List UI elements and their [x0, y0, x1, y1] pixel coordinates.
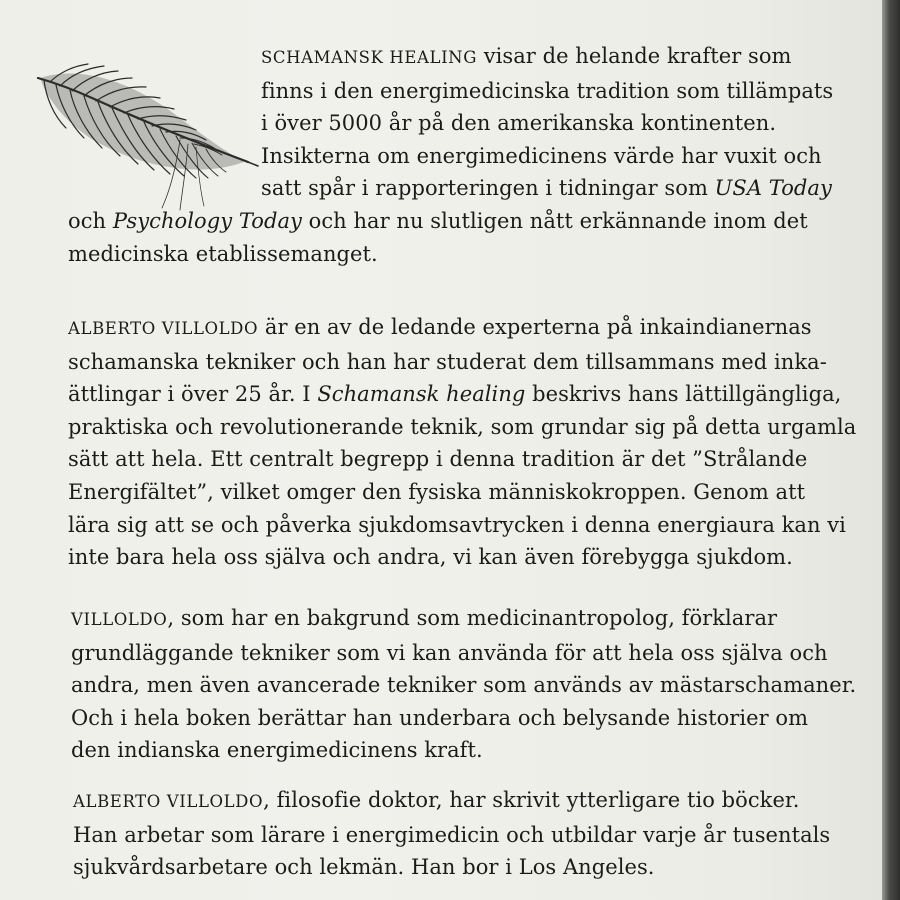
paragraph-author-bio: ALBERTO VILLOLDO, filosofie doktor, har skrivit ytterligare tio böcker. Han arbetar som lärare i energimedicin och utbildar varje år tusentals sjukvårdsarbetare och lekmän. Han bor i Los Angeles. [73, 788, 831, 880]
book-spine-edge [882, 0, 900, 900]
book-title-lead: SCHAMANSK HEALING [261, 48, 477, 67]
feather-icon [30, 58, 260, 218]
author-name-lead-bio: ALBERTO VILLOLDO [73, 792, 264, 811]
paragraph-book-intro: SCHAMANSK HEALING visar de helande krafter som finns i den energimedicinska tradition som tillämpats i över 5000 år på den amerikanska kontinenten. Insikterna om energimedicinens värde har vuxit och satt spår i rapporteringen i tidningar som USA Today och Psychology Today och har nu slutligen nått erkännande inom det medicinska etablissemanget. [68, 44, 834, 266]
paragraph-techniques: VILLOLDO, som har en bakgrund som medicinantropolog, förklarar grundläggande tekniker som vi kan använda för att hela oss själva och andra, men även avancerade tekniker som används av mästarschamaner. Och i hela boken berättar han underbara och belysande historier om den indianska energimedicinens kraft. [71, 606, 857, 763]
paragraph-author-expertise: ALBERTO VILLOLDO är en av de ledande experterna på inkaindianernas schamanska tekniker och han har studerat dem tillsammans med inka- ättlingar i över 25 år. I Schamansk healing beskrivs hans lättillgängliga, praktiska och revolutionerande teknik, som grundar sig på detta urgamla sätt att hela. Ett centralt begrepp i denna tradition är det ”Strålande Energifältet”, vilket omger den fysiska människokroppen. Genom att lära sig att se och påverka sjukdomsavtrycken i denna energiaura kan vi inte bara hela oss själva och andra, vi kan även förebygga sjukdom. [68, 315, 857, 570]
author-name-lead: ALBERTO VILLOLDO [68, 319, 259, 338]
author-surname-lead: VILLOLDO [71, 610, 168, 629]
